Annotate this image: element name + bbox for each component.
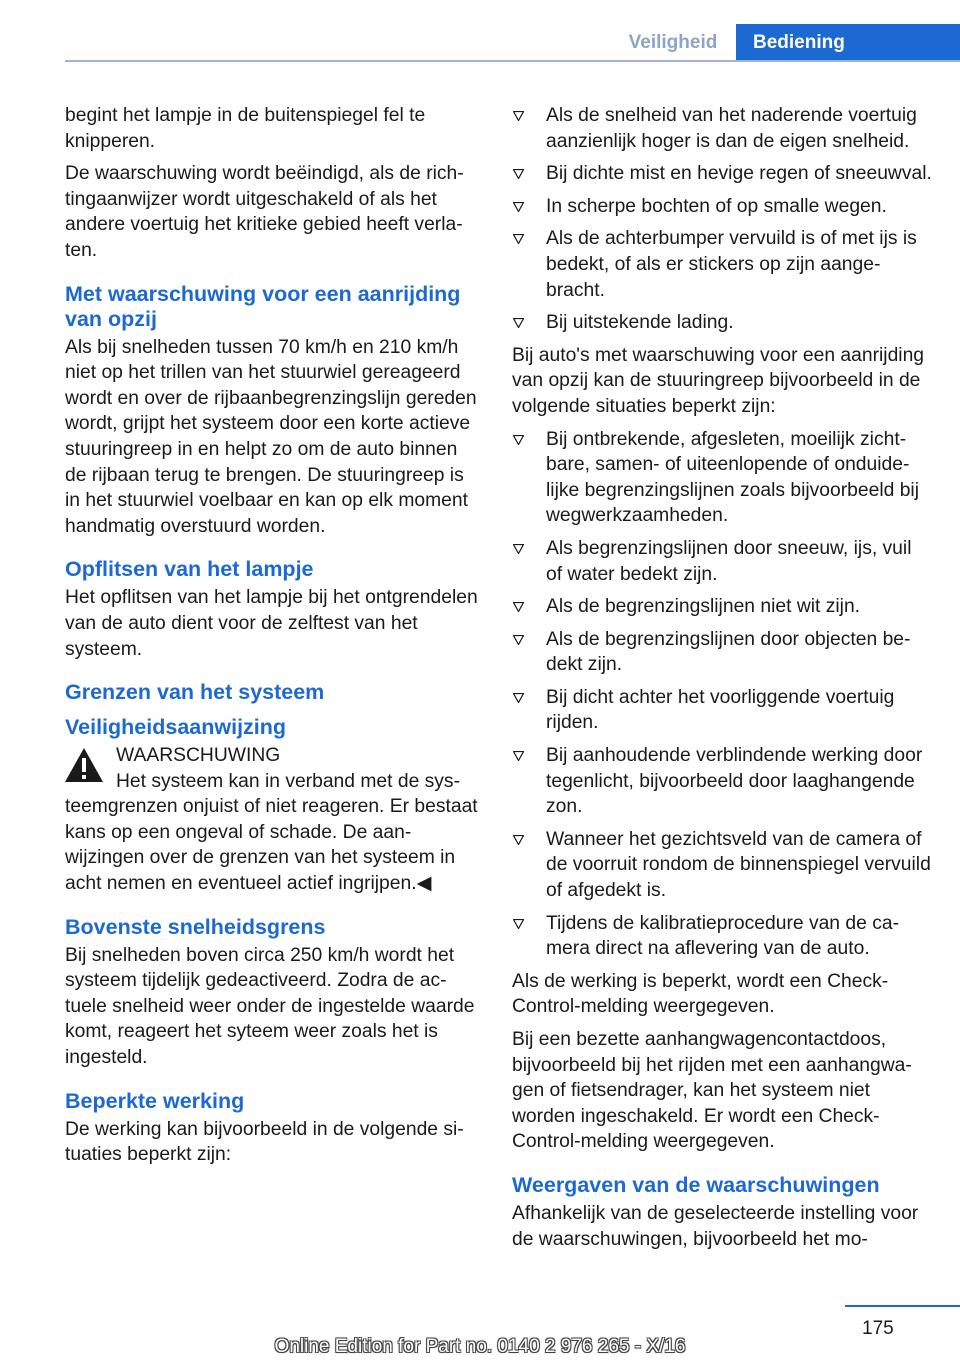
triangle-bullet-icon	[513, 435, 524, 445]
triangle-bullet-icon	[513, 111, 524, 121]
triangle-bullet-icon	[513, 169, 524, 179]
page-number: 175	[862, 1318, 894, 1339]
triangle-bullet-icon	[513, 635, 524, 645]
list-item	[512, 310, 932, 336]
list-item-text: Tijdens de kalibratieprocedure van de camera direct na aflevering van de auto.	[546, 912, 899, 960]
heading-veiligheidsaanwijzing: Veiligheidsaanwijzing	[65, 715, 287, 740]
warning-triangle-icon	[64, 747, 104, 783]
list-item	[512, 594, 932, 620]
bullet-list-stuuringreep	[512, 427, 932, 962]
heading-beperkte-werking: Beperkte werking	[65, 1088, 245, 1113]
list-item-text: Als de begrenzingslijnen door objecten bedekt zijn.	[546, 628, 911, 676]
paragraph: Bij auto's met waarschuwing voor een aanrijding van opzij kan de stuuringreep bijvoorbeeld in de volgende situaties beperkt zijn:	[512, 344, 925, 417]
triangle-bullet-icon	[513, 202, 524, 212]
paragraph: Afhankelijk van de geselecteerde instelling voor de waarschuwingen, bijvoorbeeld het mo-	[512, 1202, 919, 1250]
triangle-bullet-icon	[513, 751, 524, 761]
triangle-bullet-icon	[513, 318, 524, 328]
list-item	[512, 685, 932, 736]
right-column	[512, 103, 932, 1259]
list-item	[512, 226, 932, 303]
left-column	[65, 103, 480, 1175]
paragraph: Als de werking is beperkt, wordt een Check-Control-melding weergegeven.	[512, 970, 889, 1018]
list-item-text: Als de begrenzingslijnen niet wit zijn.	[546, 596, 861, 618]
triangle-bullet-icon	[513, 693, 524, 703]
list-item-text: Als de snelheid van het naderende voertuig aanzienlijk hoger is dan de eigen snelheid.	[546, 105, 917, 152]
heading-weergaven: Weergaven van de waarschuwingen	[512, 1172, 880, 1197]
footer-edition-text: Online Edition for Part no. 0140 2 976 265 - X/16	[274, 1336, 686, 1357]
list-item	[512, 743, 932, 820]
list-item-text: Bij uitstekende lading.	[546, 312, 734, 334]
list-item	[512, 536, 932, 587]
warning-block	[65, 743, 480, 769]
paragraph: Bij een bezette aanhangwagencontactdoos, bijvoorbeeld bij het rijden met een aanhangwagen of fietsendrager, kan het systeem niet worden ingeschakeld. Er wordt een Check-Control-melding weergegeven.	[512, 1029, 912, 1153]
heading-waarschuwing-opzij: Met waarschuwing voor een aanrijding van opzij	[65, 281, 461, 331]
list-item-text: Wanneer het gezichtsveld van de camera of de voorruit rondom de binnenspiegel vervuild of afgedekt is.	[546, 828, 931, 902]
triangle-bullet-icon	[513, 835, 524, 845]
triangle-bullet-icon	[513, 544, 524, 554]
paragraph: Bij snelheden boven circa 250 km/h wordt het systeem tijdelijk gedeactiveerd. Zodra de actuele snelheid weer onder de ingestelde waarde komt, reageert het syteem weer zoals het is ingesteld.	[65, 944, 475, 1069]
triangle-bullet-icon	[513, 602, 524, 612]
list-item-text: Bij aanhoudende verblindende werking door tegenlicht, bijvoorbeeld door laaghangende zon.	[546, 745, 923, 818]
footer-rule	[845, 1305, 960, 1307]
paragraph: De waarschuwing wordt beëindigd, als de richtingaanwijzer wordt uitgeschakeld of als het andere voertuig het kritieke gebied heeft verlaten.	[65, 163, 464, 261]
header-rule	[65, 60, 960, 62]
list-item	[512, 194, 932, 220]
warning-title: WAARSCHUWING	[116, 745, 281, 767]
triangle-bullet-icon	[513, 234, 524, 244]
list-item-text: Als de achterbumper vervuild is of met ijs is bedekt, of als er stickers op zijn aangebracht.	[546, 228, 917, 301]
paragraph: Als bij snelheden tussen 70 km/h en 210 km/h niet op het trillen van het stuurwiel gereageerd wordt en over de rijbaanbegrenzingslijn gereden wordt, grijpt het systeem door een korte actieve stuuringreep in en helpt zo om de auto binnen de rijbaan terug te brengen. De stuuringreep is in het stuurwiel voelbaar en kan op elk moment handmatig overstuurd worden.	[65, 336, 477, 537]
triangle-bullet-icon	[513, 919, 524, 929]
list-item	[512, 103, 932, 154]
warning-text: Het systeem kan in verband met de systeemgrenzen onjuist of niet reageren. Er bestaat kans op een ongeval of schade. De aanwijzingen over de grenzen van het systeem in acht nemen en eventueel actief ingrijpen.◀	[65, 770, 478, 895]
list-item-text: Bij dicht achter het voorliggende voertuig rijden.	[546, 686, 895, 734]
heading-opflitsen: Opflitsen van het lampje	[65, 557, 314, 582]
list-item-text: Bij ontbrekende, afgesleten, moeilijk zichtbare, samen- of uiteenlopende of onduidelijke begrenzingslijnen zoals bijvoorbeeld bij wegwerkzaamheden.	[546, 428, 919, 527]
list-item	[512, 627, 932, 678]
paragraph: Het opflitsen van het lampje bij het ontgrendelen van de auto dient voor de zelftest van het systeem.	[65, 587, 478, 660]
list-item-text: Als begrenzingslijnen door sneeuw, ijs, vuil of water bedekt zijn.	[546, 537, 912, 585]
list-item-text: In scherpe bochten of op smalle wegen.	[546, 195, 887, 217]
list-item	[512, 161, 932, 187]
heading-grenzen: Grenzen van het systeem	[65, 680, 325, 705]
bullet-list-beperkte-werking	[512, 103, 932, 336]
tab-bediening[interactable]: Bediening	[736, 24, 960, 62]
list-item	[512, 427, 932, 529]
paragraph: De werking kan bijvoorbeeld in de volgende situaties beperkt zijn:	[65, 1118, 464, 1166]
paragraph: begint het lampje in de buitenspiegel fel te knipperen.	[65, 105, 426, 152]
list-item	[512, 911, 932, 962]
heading-bovenste-snelheidsgrens: Bovenste snelheidsgrens	[65, 914, 326, 939]
list-item	[512, 827, 932, 904]
tab-veiligheid[interactable]: Veiligheid	[628, 32, 718, 53]
list-item-text: Bij dichte mist en hevige regen of sneeuwval.	[546, 163, 932, 185]
